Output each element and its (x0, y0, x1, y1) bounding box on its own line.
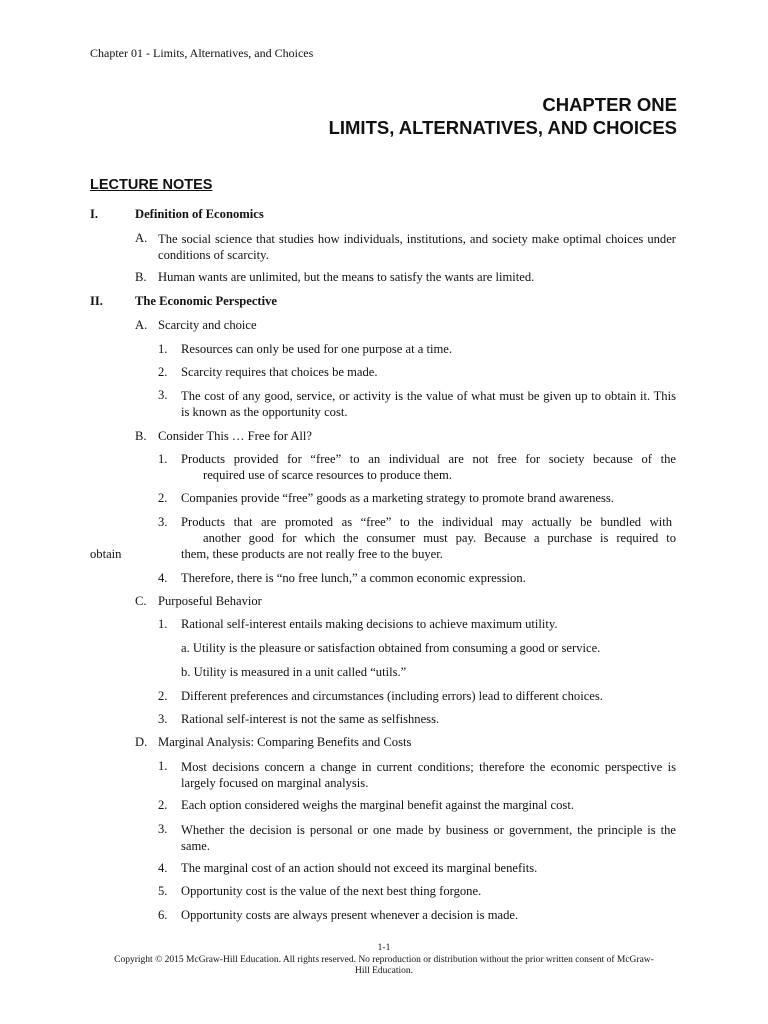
list-item-text: Companies provide “free” goods as a marketing strategy to promote brand awareness. (181, 491, 614, 505)
page-number: 1-1 (377, 943, 391, 953)
item-label: A. (135, 231, 148, 245)
chapter-title: LIMITS, ALTERNATIVES, AND CHOICES (328, 117, 677, 138)
sub-list-item: b. Utility is measured in a unit called “utils.” (181, 665, 407, 679)
item-text: Marginal Analysis: Comparing Benefits and Costs (158, 735, 412, 749)
item-label: C. (135, 594, 147, 608)
item-text: The social science that studies how individuals, institutions, and society make optimal choices under conditions of scarcity. (158, 232, 676, 262)
section-title: The Economic Perspective (135, 294, 277, 308)
section-title: Definition of Economics (135, 207, 264, 221)
list-number: 3. (158, 822, 168, 836)
item-text: Scarcity and choice (158, 318, 257, 332)
list-number: 3. (158, 515, 168, 529)
item-label: B. (135, 270, 147, 284)
list-item-text: Different preferences and circumstances (including errors) lead to different choices. (181, 689, 603, 703)
list-number: 3. (158, 712, 168, 726)
running-header: Chapter 01 - Limits, Alternatives, and Choices (90, 46, 314, 60)
item-label: D. (135, 735, 148, 749)
list-item-text: them, these products are not really free to the buyer. (181, 547, 443, 561)
section-numeral: I. (90, 207, 99, 221)
stray-text: obtain (90, 547, 122, 561)
item-text: Consider This … Free for All? (158, 429, 313, 443)
section-heading: LECTURE NOTES (90, 177, 213, 193)
list-item-text: Opportunity costs are always present whenever a decision is made. (181, 908, 519, 922)
list-number: 4. (158, 571, 168, 585)
list-item-text: Products provided for “free” to an individual are not free for society because of the (181, 452, 676, 466)
list-item-text: Rational self-interest entails making decisions to achieve maximum utility. (181, 617, 558, 631)
sub-list-item: a. Utility is the pleasure or satisfaction obtained from consuming a good or service. (181, 641, 601, 655)
list-item-text: required use of scarce resources to produce them. (203, 468, 452, 482)
list-number: 1. (158, 342, 168, 356)
list-number: 2. (158, 689, 168, 703)
list-item-text: Products that are promoted as “free” to the individual may actually be bundled with (181, 515, 672, 529)
chapter-heading (329, 93, 677, 139)
list-item-text: Resources can only be used for one purpose at a time. (181, 342, 453, 356)
list-number: 2. (158, 491, 168, 505)
list-number: 4. (158, 861, 168, 875)
list-number: 2. (158, 365, 168, 379)
list-item-text: The marginal cost of an action should not exceed its marginal benefits. (181, 861, 538, 875)
list-number: 1. (158, 759, 168, 773)
list-number: 3. (158, 388, 168, 402)
list-number: 1. (158, 617, 168, 631)
list-item-text: Whether the decision is personal or one made by business or government, the principle is the same. (181, 823, 676, 853)
list-number: 5. (158, 884, 168, 898)
list-item-text: Opportunity cost is the value of the next best thing forgone. (181, 884, 482, 898)
copyright-notice: Copyright © 2015 McGraw-Hill Education. All rights reserved. No reproduction or distribution without the prior written consent of McGraw-Hill Education. (114, 955, 654, 976)
list-number: 1. (158, 452, 168, 466)
list-item-text: Scarcity requires that choices be made. (181, 365, 378, 379)
chapter-number: CHAPTER ONE (542, 94, 677, 115)
list-item-text: Most decisions concern a change in current conditions; therefore the economic perspective is largely focused on marginal analysis. (181, 760, 676, 790)
list-number: 6. (158, 908, 168, 922)
section-numeral: II. (90, 294, 103, 308)
list-item-text: The cost of any good, service, or activity is the value of what must be given up to obtain it. This is known as the opportunity cost. (181, 389, 676, 419)
item-label: A. (135, 318, 148, 332)
list-item-text: Each option considered weighs the marginal benefit against the marginal cost. (181, 798, 574, 812)
item-label: B. (135, 429, 147, 443)
item-text: Purposeful Behavior (158, 594, 262, 608)
item-text: Human wants are unlimited, but the means to satisfy the wants are limited. (158, 270, 535, 284)
list-number: 2. (158, 798, 168, 812)
list-item-text: another good for which the consumer must pay. Because a purchase is required to (203, 531, 676, 545)
list-item-text: Therefore, there is “no free lunch,” a common economic expression. (181, 571, 526, 585)
list-item-text: Rational self-interest is not the same as selfishness. (181, 712, 440, 726)
